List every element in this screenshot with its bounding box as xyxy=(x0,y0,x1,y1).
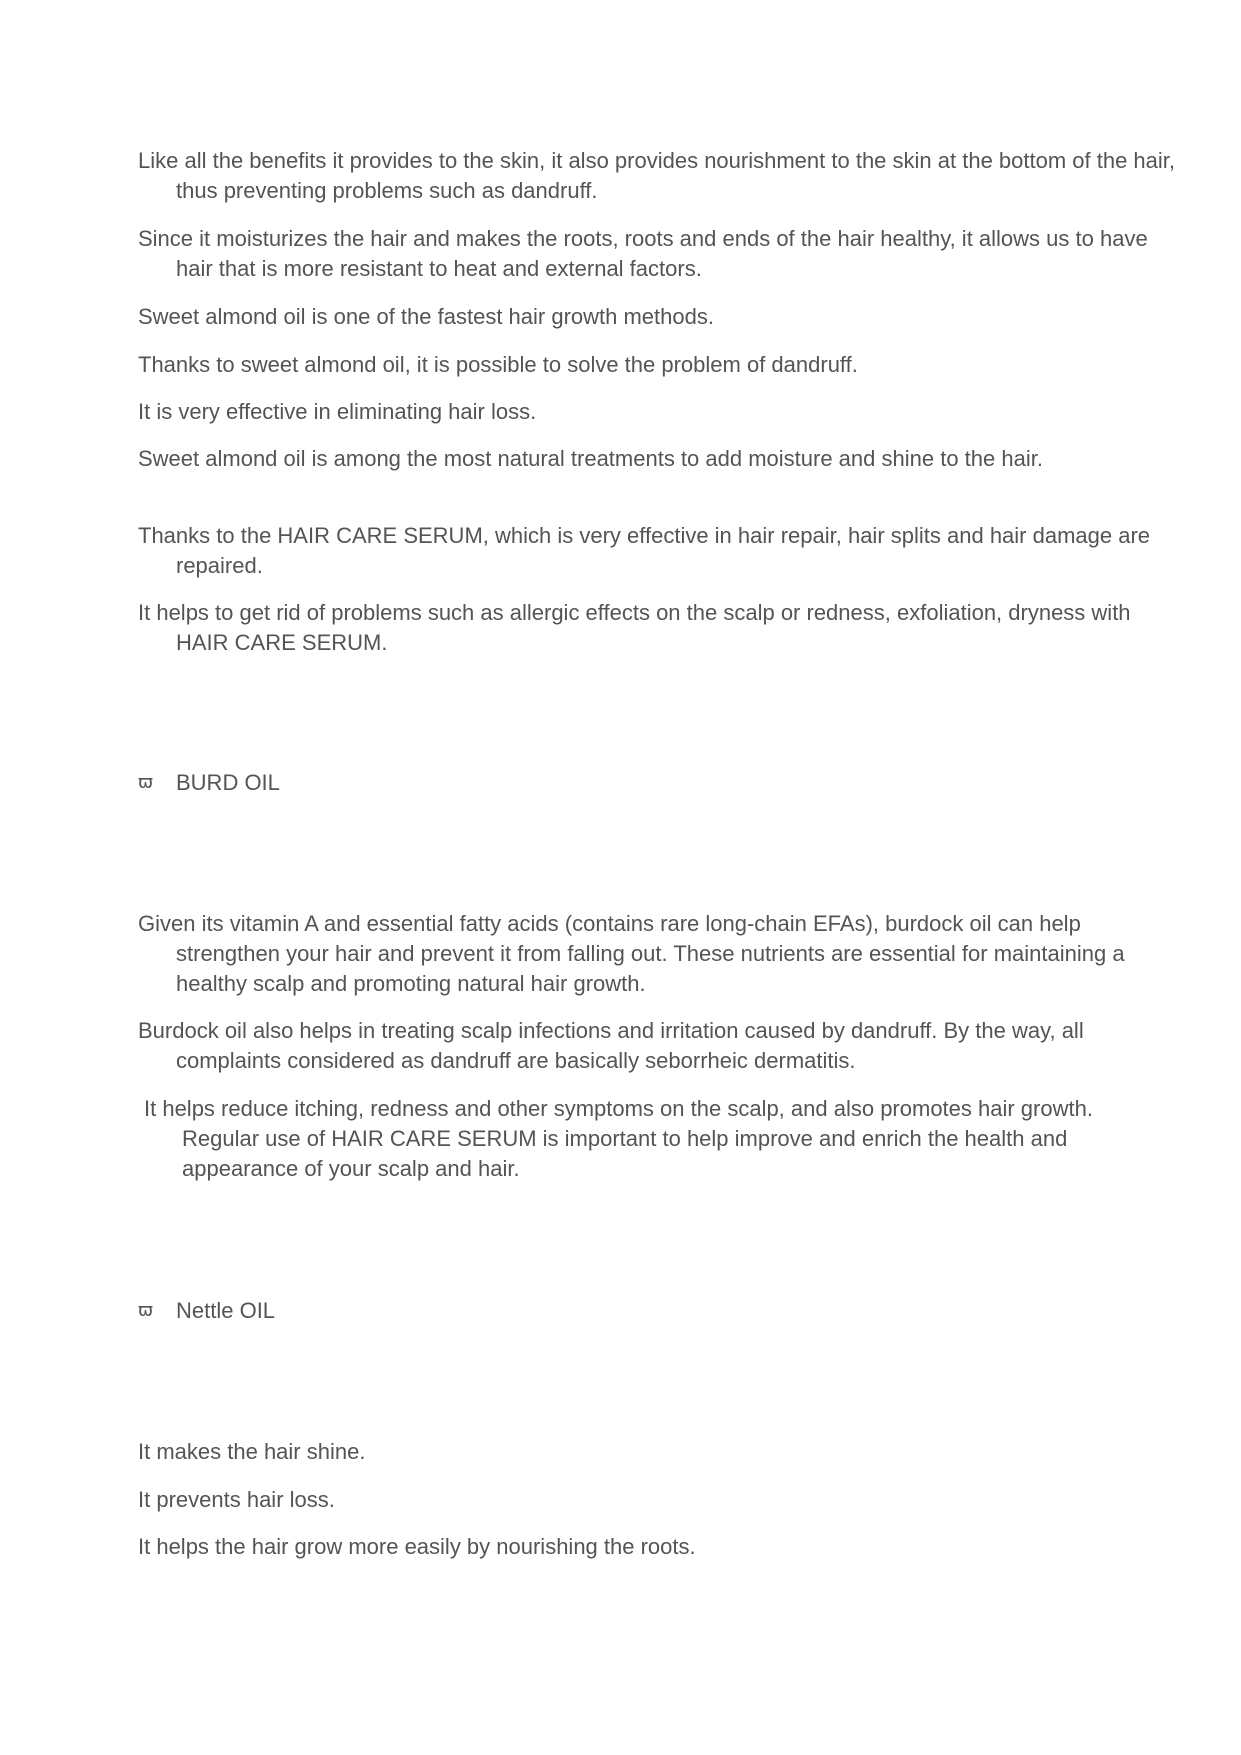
burd-oil-heading-text: BURD OIL xyxy=(176,770,280,795)
nettle-oil-heading-text: Nettle OIL xyxy=(176,1298,276,1323)
intro-paragraph-5: It is very effective in eliminating hair loss. xyxy=(138,399,537,424)
intro-paragraph-3: Sweet almond oil is one of the fastest hair growth methods. xyxy=(138,304,714,329)
nettle-paragraph-2: It prevents hair loss. xyxy=(138,1487,335,1512)
bullet-icon: ϖ xyxy=(138,772,154,793)
burd-oil-heading xyxy=(138,768,280,798)
intro-paragraph-6: Sweet almond oil is among the most natural treatments to add moisture and shine to the hair. xyxy=(138,446,1043,471)
burd-paragraph-2: Burdock oil also helps in treating scalp infections and irritation caused by dandruff. By the way, all complaints considered as dandruff are basically seborrheic dermatitis. xyxy=(138,1018,1084,1073)
intro-paragraph-1: Like all the benefits it provides to the skin, it also provides nourishment to the skin at the bottom of the hair, thus preventing problems such as dandruff. xyxy=(138,148,1176,203)
intro-paragraph-2: Since it moisturizes the hair and makes the roots, roots and ends of the hair healthy, it allows us to have hair that is more resistant to heat and external factors. xyxy=(138,226,1148,281)
intro-paragraph-8: It helps to get rid of problems such as allergic effects on the scalp or redness, exfoliation, dryness with HAIR CARE SERUM. xyxy=(138,600,1131,655)
nettle-oil-heading xyxy=(138,1296,275,1326)
nettle-paragraph-3: It helps the hair grow more easily by nourishing the roots. xyxy=(138,1534,696,1559)
burd-paragraph-1: Given its vitamin A and essential fatty acids (contains rare long-chain EFAs), burdock oil can help strengthen your hair and prevent it from falling out. These nutrients are essential for maintaining a healthy scalp and promoting natural hair growth. xyxy=(138,911,1125,996)
intro-paragraph-7: Thanks to the HAIR CARE SERUM, which is very effective in hair repair, hair splits and hair damage are repaired. xyxy=(138,523,1151,578)
intro-paragraph-4: Thanks to sweet almond oil, it is possible to solve the problem of dandruff. xyxy=(138,352,858,377)
nettle-paragraph-1: It makes the hair shine. xyxy=(138,1439,366,1464)
burd-paragraph-3: It helps reduce itching, redness and other symptoms on the scalp, and also promotes hair growth. Regular use of HAIR CARE SERUM is important to help improve and enrich the health and appearance of your scalp and hair. xyxy=(144,1096,1093,1181)
bullet-icon: ϖ xyxy=(138,1300,154,1321)
